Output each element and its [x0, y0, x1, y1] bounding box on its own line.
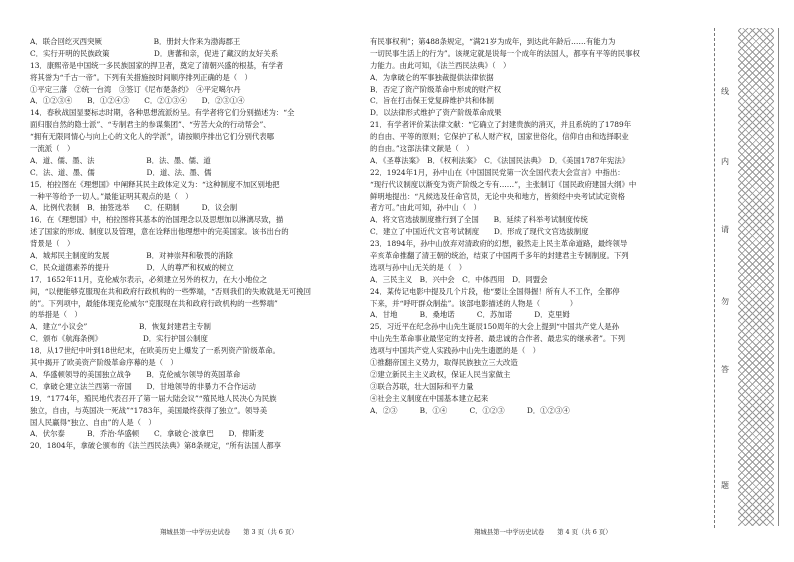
binding-seal-char: 题 — [721, 481, 729, 490]
left-column — [30, 36, 370, 452]
left-text-line: 其中揭开了欧美资产阶级革命序幕的是（ ） — [30, 358, 178, 368]
right-text-line: A．《圣尊法案》 B．《权利法案》 C．《法国民法典》 D．《美国1787年宪法》 — [370, 155, 630, 165]
right-text-line: C．建立了中国近代文官考试制度 D．形成了现代文官选拔制度 — [370, 227, 589, 237]
left-text-line: C．民众道德素养的提升 D．人的尊严和权威的树立 — [30, 262, 234, 272]
right-text-line: 的自由。”这部法律文献是（ ） — [370, 144, 474, 154]
right-text-line: 选项与孙中山无关的是（ ） — [370, 262, 467, 272]
right-text-line: A．三民主义 B．兴中会 C．中体西用 D．同盟会 — [370, 274, 548, 284]
left-text-line: 的举措是（ ） — [30, 310, 82, 320]
binding-pattern — [738, 28, 774, 526]
right-text-line: A．为拿破仑的军事独裁提供法律依据 — [370, 72, 494, 82]
footer-left: 翔城县第一中学历史试卷 第 3 页（共 6 页） — [160, 528, 298, 536]
right-text-line: ③联合苏联，壮大国际和平力量 — [370, 381, 474, 391]
left-text-line: A．城邦民主制度的发展 B．对神崇拜和敬畏的消除 — [30, 251, 233, 261]
left-text-line: 国人民赢得“独立、自由”的人是（ ） — [30, 417, 156, 427]
right-text-line: D．以法律形式维护了资产阶级革命成果 — [370, 108, 502, 118]
page-edge-line — [778, 28, 780, 526]
left-text-line: A．建立“小议会” B．恢复封建君主专制 — [30, 322, 211, 332]
left-text-line: “拥有无限同情心与向上心的文化人的学派”，请按顺序排出它们分别代表哪 — [30, 132, 275, 142]
left-text-line: A．伏尔泰 B．乔治·华盛顿 C．拿破仑·波拿巴 D．俾斯麦 — [30, 429, 264, 439]
left-text-line: 背景是（ ） — [30, 239, 75, 249]
left-text-line: 一流派（ ） — [30, 144, 75, 154]
right-text-line: 鲜明地提出：“凡候选及任命官员，无论中央和地方，皆须经中央考试试定资格 — [370, 191, 626, 201]
right-text-line: 25．习近平在纪念孙中山先生诞辰150周年的大会上提到“中国共产党人是孙 — [370, 322, 620, 332]
right-text-line: A．②③ B．①④ C．①②③ D．①②③④ — [370, 405, 570, 415]
left-text-line: A．①②③④ B．①②④③ C．②①③④ D．②③①④ — [30, 96, 245, 106]
left-text-line: 19．“1774年，殖民地代表召开了第一届大陆会议”“殖民地人民决心为民族 — [30, 393, 277, 403]
left-text-line: A．联合回纥灭西突厥 B．册封大作来为渤海郡王 — [30, 37, 241, 46]
left-text-line: 14．春秋战国显要标志时期，各种思想流派纷呈。有学者将它们分别描述为：“全 — [30, 108, 295, 118]
binding-margin — [714, 28, 737, 528]
binding-seal-char: 答 — [721, 365, 729, 374]
left-text-line: C．拿破仑建立法兰西第一帝国 D．甘地领导的非暴力不合作运动 — [30, 381, 256, 391]
right-text-line: C．旨在打击保王党复辟维护共和体制 — [370, 96, 494, 106]
right-text-line: 23．1894年，孙中山放弃对清政府的幻想，毅然走上民主革命道路，最终领导 — [370, 239, 628, 249]
right-text-line: B．否定了资产阶级革命中形成的财产权 — [370, 84, 502, 94]
binding-seal-char: 线 — [721, 87, 729, 96]
right-text-line: A．甘地 B．桑地诺 C．苏加诺 D．克里姆 — [370, 310, 570, 320]
left-text-line: 独立，自由，与英国决一死战”“1783年，美国最终获得了独立”。领导美 — [30, 405, 268, 415]
binding-seal-char: 勿 — [721, 297, 729, 306]
footer-right: 翔城县第一中学历史试卷 第 4 页（共 6 页） — [474, 528, 612, 536]
left-text-line: A．道、儒、墨、法 B．法、墨、儒、道 — [30, 155, 211, 165]
right-text-line: 力能力。由此可知，《法兰西民法典》（ ） — [370, 60, 511, 70]
left-text-line: 17．1652年11月，克伦威尔表示，必须建立另外的权力，在大小地位之 — [30, 274, 268, 284]
right-text-line: 有民事权利”；第488条规定，“满21岁为成年，到达此年龄后……有能力为 — [370, 37, 616, 46]
left-text-line: 一种平等给予一切人。”最能证明其观点的是（ ） — [30, 191, 193, 201]
right-text-line: “现行代议制度以渐变为资产阶级之专有……”，主张制订《国民政府建国大纲》中 — [370, 179, 637, 189]
left-text-line: 18．从17世纪中叶到18世纪末，在欧美历史上爆发了一系列资产阶级革命。 — [30, 346, 280, 356]
binding-seal-char: 内 — [721, 157, 729, 166]
left-text-line: 15．柏拉图在《理想国》中阐释其民主政体定义为：“这种制度不加区别地把 — [30, 179, 280, 189]
right-text-line: 21．有学者评价某法律文献：“它确立了封建贵族的消灭，并且系统的了1789年 — [370, 120, 632, 130]
right-column — [370, 36, 706, 417]
right-text-line: 辛亥革命推翻了清王朝的统治，结束了中国两千多年的封建君主专制制度。下列 — [370, 251, 629, 261]
left-text-line: A．华盛顿领导的美国独立战争 B．克伦威尔领导的英国革命 — [30, 369, 241, 379]
left-text-line: A．比例代表制 B．抽签选举 C．任期制 D．议会制 — [30, 203, 238, 213]
left-text-line: 述了国家的形成、制度以及管理，意在诠释出他理想中的完美国家。该书出台的 — [30, 227, 289, 237]
left-text-line: 的”。下列项中，最能体现克伦威尔“克服现在共和政府行政机构的一些弊端” — [30, 298, 278, 308]
left-text-line: C．法、道、墨、儒 D．道、法、墨、儒 — [30, 167, 212, 177]
right-text-line: ①推翻帝国主义势力，取得民族独立三大改造 — [370, 358, 518, 368]
left-text-line: 16．在《理想国》中，柏拉图将其基本的治国理念以及思想加以淋漓尽致，描 — [30, 215, 284, 225]
left-text-line: C．颁布《航海条例》 D．实行护国公制度 — [30, 334, 208, 344]
left-text-line: 13．康熙帝是中国统一多民族国家的捍卫者，奠定了清朝兴盛的根基，有学者 — [30, 60, 284, 70]
left-text-line: 将其誉为“千古一帝”。下列有关措施按时间顺序排列正确的是（ ） — [30, 72, 252, 82]
left-text-line: C．实行开明的民族政策 D．唐蕃和亲，促进了藏汉的友好关系 — [30, 48, 279, 58]
right-text-line: 选项与中国共产党人实践孙中山先生遗愿的是（ ） — [370, 346, 540, 356]
left-text-line: 面归服自然的隐士派”、“专制君主的参谋集团”、“劳苦大众的行动帮会”、 — [30, 120, 271, 130]
right-text-line: 一切民事生活上的行为”。该规定就是说每一个成年的法国人，都享有平等的民事权 — [370, 48, 640, 58]
right-text-line: 者方可。”由此可知，孙中山（ ） — [370, 203, 481, 213]
right-text-line: ④社会主义制度在中国基本建立起来 — [370, 393, 489, 403]
right-text-line: 中山先生革命事业最坚定的支持者、最忠诚的合作者、最忠实的继承者”。下列 — [370, 334, 626, 344]
right-text-line: 24．某传记电影中提及几个片段，他“要让全国得握！所有人不工作，全都停 — [370, 286, 620, 296]
right-text-line: 的自由、平等的原则；它保护了私人财产权，国家世俗化，信仰自由和选择职业 — [370, 132, 629, 142]
left-text-line: 间，“以便能够克服现在共和政府行政机构的一些弊端，“否则我们的失败就是无可挽回 — [30, 286, 312, 296]
right-text-line: A．将文官选拔制度推行到了全国 B．延续了科举考试制度传统 — [370, 215, 588, 225]
right-text-line: 下来，并“呼吁群众制盐”。该部电影描述的人物是（ ） — [370, 298, 578, 308]
right-text-line: ②建立新民主主义政权，保证人民当家做主 — [370, 369, 511, 379]
left-text-line: ①平定三藩 ②统一台湾 ③签订《尼布楚条约》 ④平定噶尔丹 — [30, 84, 241, 94]
right-text-line: 22．1924年1月，孙中山在《中国国民党第一次全国代表大会宣言》中指出： — [370, 167, 625, 177]
binding-seal-char: 请 — [721, 225, 729, 234]
left-text-line: 20．1804年，拿破仑颁布的《法兰西民法典》第8条规定，“所有法国人都享 — [30, 441, 282, 451]
